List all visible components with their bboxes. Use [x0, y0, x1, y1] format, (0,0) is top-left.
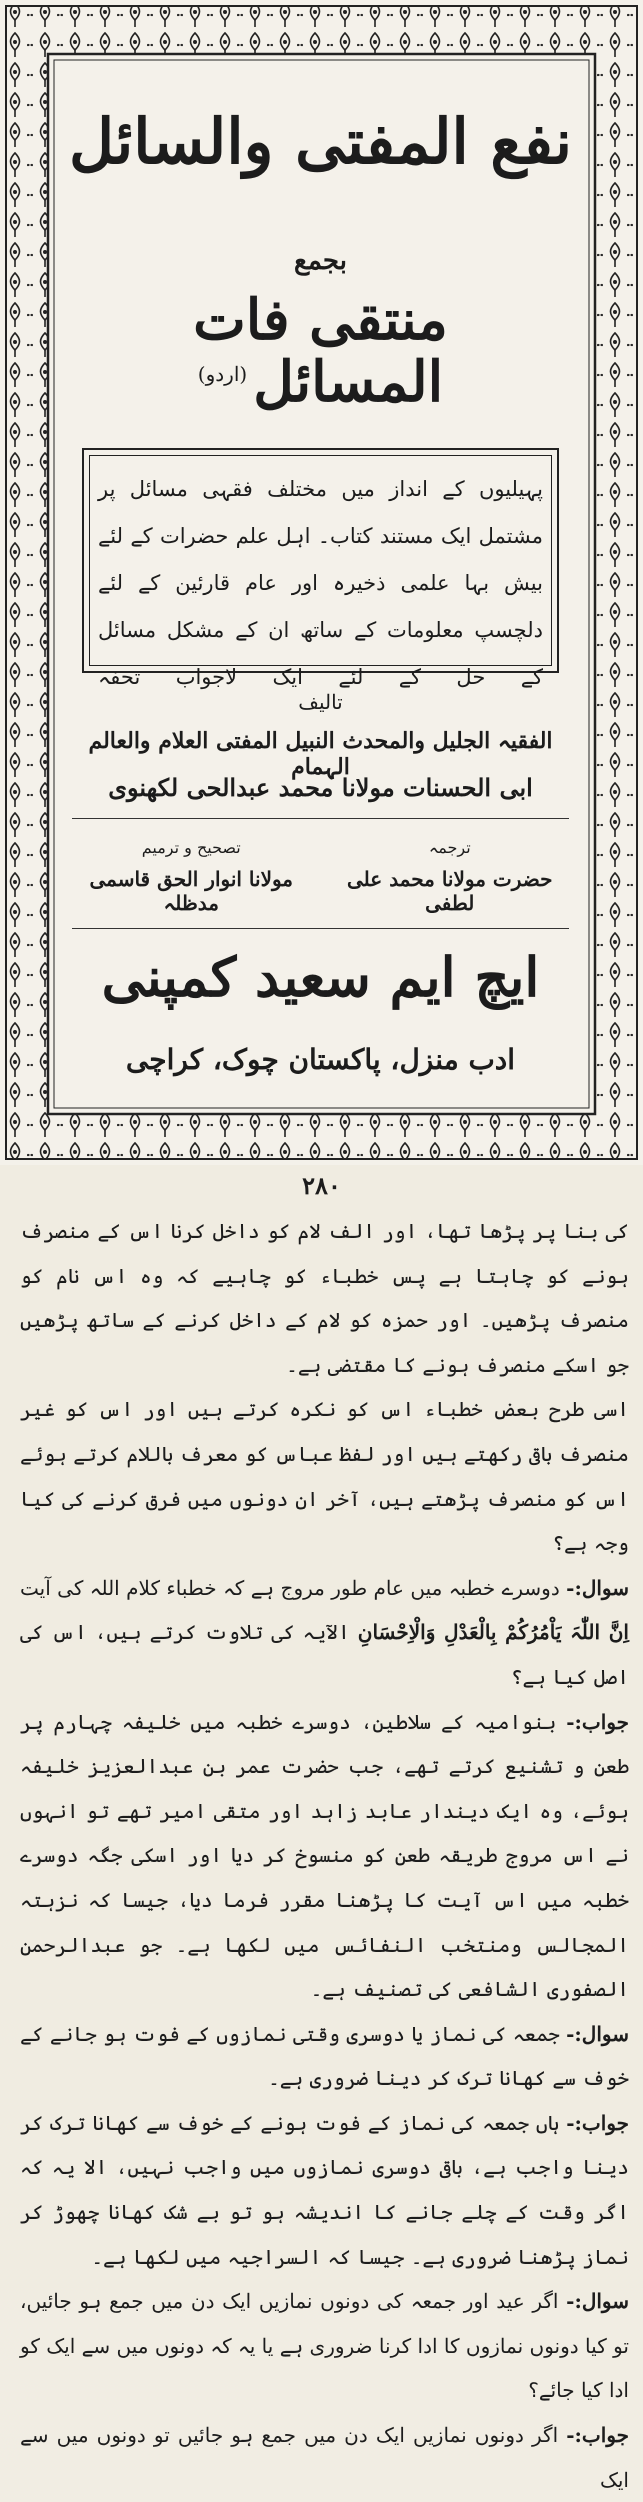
- answer-text: اگر دونوں نمازیں ایک دن میں جمع ہو جائیں تو دونوں میں سے ایک: [20, 2423, 629, 2492]
- question: [20, 2279, 629, 2413]
- paragraph-text: کی بنا پر پڑھا تھا، اور الف لام کو داخل کرنا اس کے منصرف ہونے کو چاہتا ہے پس خطباء کو چاہیے کہ وہ اس نام کو منصرف پڑھیں۔ اور حمزہ کو لام کے داخل کرنے کے ساتھ پڑھیں جو اسکے منصرف ہونے کا مقتضی ہے۔: [20, 1219, 629, 1377]
- editor-name: مولانا انوار الحق قاسمی مدظلہ: [89, 867, 294, 915]
- answer-text: بنوامیہ کے سلاطین، دوسرے خطبہ میں خلیفہ چہارم پر طعن و تشنیع کرتے تھے، جب حضرت عمر بن عبدالعزیز خلیفہ ہوئے، وہ ایک دیندار عابد زاہد اور متقی امیر تھے تو انہوں نے اس مروج طریقہ طعن کو منسوخ کر دیا اور اسکی جگہ دوسرے خطبہ میں اس آیت کا پڑھنا مقرر فرما دیا، جیسا کہ نزہتہ المجالس ومنتخب النفائس میں لکھا ہے۔ جو عبدالرحمن الصفوری الشافعی کی تصنیف ہے۔: [20, 1709, 629, 2002]
- book-title: نفع المفتی والسائل: [69, 105, 572, 178]
- author-honorifics: الفقیہ الجلیل والمحدث النبیل المفتی العلام والعالم الہمام: [88, 728, 553, 780]
- paragraph-text: اسی طرح بعض خطباء اس کو نکرہ کرتے ہیں اور اس کو غیر منصرف باقی رکھتے ہیں اور لفظ عباس کو معرف باللام کرتے ہوئے اس کو منصرف پڑھتے ہیں، آخر ان دونوں میں فرق کرنے کی کیا وجہ ہے؟: [20, 1397, 629, 1556]
- body-text: [20, 1209, 629, 2502]
- description-box: [82, 448, 559, 689]
- question-label: سوال:-: [566, 2289, 630, 2314]
- publisher-address: ادب منزل، پاکستان چوک، کراچی: [125, 1043, 516, 1076]
- quranic-verse: اِنَّ اللّٰہَ یَاْمُرُکُمْ بِالْعَدْلِ وَالْاِحْسَانِ: [357, 1620, 629, 1645]
- paragraph: [20, 1209, 629, 1387]
- divider: [72, 818, 569, 819]
- question-label: سوال:-: [566, 2021, 629, 2046]
- book-description: پہیلیوں کے انداز میں مختلف فقہی مسائل پر مشتمل ایک مستند کتاب۔ اہل علم حضرات کے لئے بیش بہا علمی ذخیرہ اور عام قارئین کے لئے دلچسپ معلومات کے ساتھ ان کے مشکل مسائل کے حل کے لئے ایک لاجواب تحفہ: [98, 477, 543, 689]
- answer: [20, 2101, 629, 2279]
- question-text: اگر عید اور جمعہ کی دونوں نمازیں ایک دن میں جمع ہو جائیں، تو کیا دونوں نمازوں کا ادا کرنا ضروری ہے یا یہ کہ دونوں میں سے ایک کو ادا کیا جائے؟: [20, 2289, 629, 2403]
- question-text-continued: الآیہ کی تلاوت کرتے ہیں، اس کی اصل کیا ہے؟: [20, 1620, 629, 1689]
- question: [20, 2012, 629, 2101]
- title-page: [0, 0, 643, 1165]
- text-page: [0, 1165, 643, 2492]
- question-text: جمعہ کی نماز یا دوسری وقتی نمازوں کے فوت ہو جانے کے خوف سے کھانا ترک کر دینا ضروری ہے۔: [20, 2021, 629, 2091]
- page-number: ۲۸۰: [302, 1171, 341, 1200]
- language-tag: (اردو): [197, 361, 248, 386]
- editor-label: تصحیح و ترمیم: [141, 838, 241, 857]
- answer: [20, 2413, 629, 2502]
- translator-name: حضرت مولانا محمد علی لطفی: [347, 867, 553, 915]
- translator-label: ترجمہ: [428, 838, 471, 857]
- subtitle-text: منتقی فات المسائل: [193, 287, 448, 415]
- divider: [72, 928, 569, 929]
- title-connector: بجمع: [294, 246, 347, 276]
- answer: [20, 1700, 629, 2012]
- book-subtitle: [62, 287, 579, 415]
- translator-credit: [321, 838, 580, 915]
- question-label: سوال:-: [566, 1575, 630, 1600]
- question: [20, 1566, 629, 1700]
- publisher-name: ایچ ایم سعید کمپنی: [101, 945, 540, 1009]
- answer-label: جواب:-: [566, 2423, 630, 2448]
- question-text: دوسرے خطبہ میں عام طور مروج ہے کہ خطباء کلام اللہ کی آیت: [20, 1575, 560, 1600]
- title-panel: [62, 68, 579, 1098]
- answer-text: ہاں جمعہ کی نماز کے فوت ہونے کے خوف سے کھانا ترک کر دینا واجب ہے، باقی دوسری نمازوں میں واجب نہیں، الا یہ کہ اگر وقت کے چلے جانے کا اندیشہ ہو تو بے شک کھانا چھوڑ کر نماز پڑھنا ضروری ہے۔ جیسا کہ السراجیہ میں لکھا ہے۔: [20, 2110, 629, 2269]
- answer-label: جواب:-: [566, 1709, 630, 1734]
- compilation-label: تالیف: [298, 690, 343, 714]
- author-name: ابی الحسنات مولانا محمد عبدالحی لکھنوی: [108, 773, 533, 802]
- editor-credit: [62, 838, 321, 915]
- paragraph: [20, 1387, 629, 1565]
- answer-label: جواب:-: [566, 2110, 630, 2135]
- credits-row: [62, 838, 579, 918]
